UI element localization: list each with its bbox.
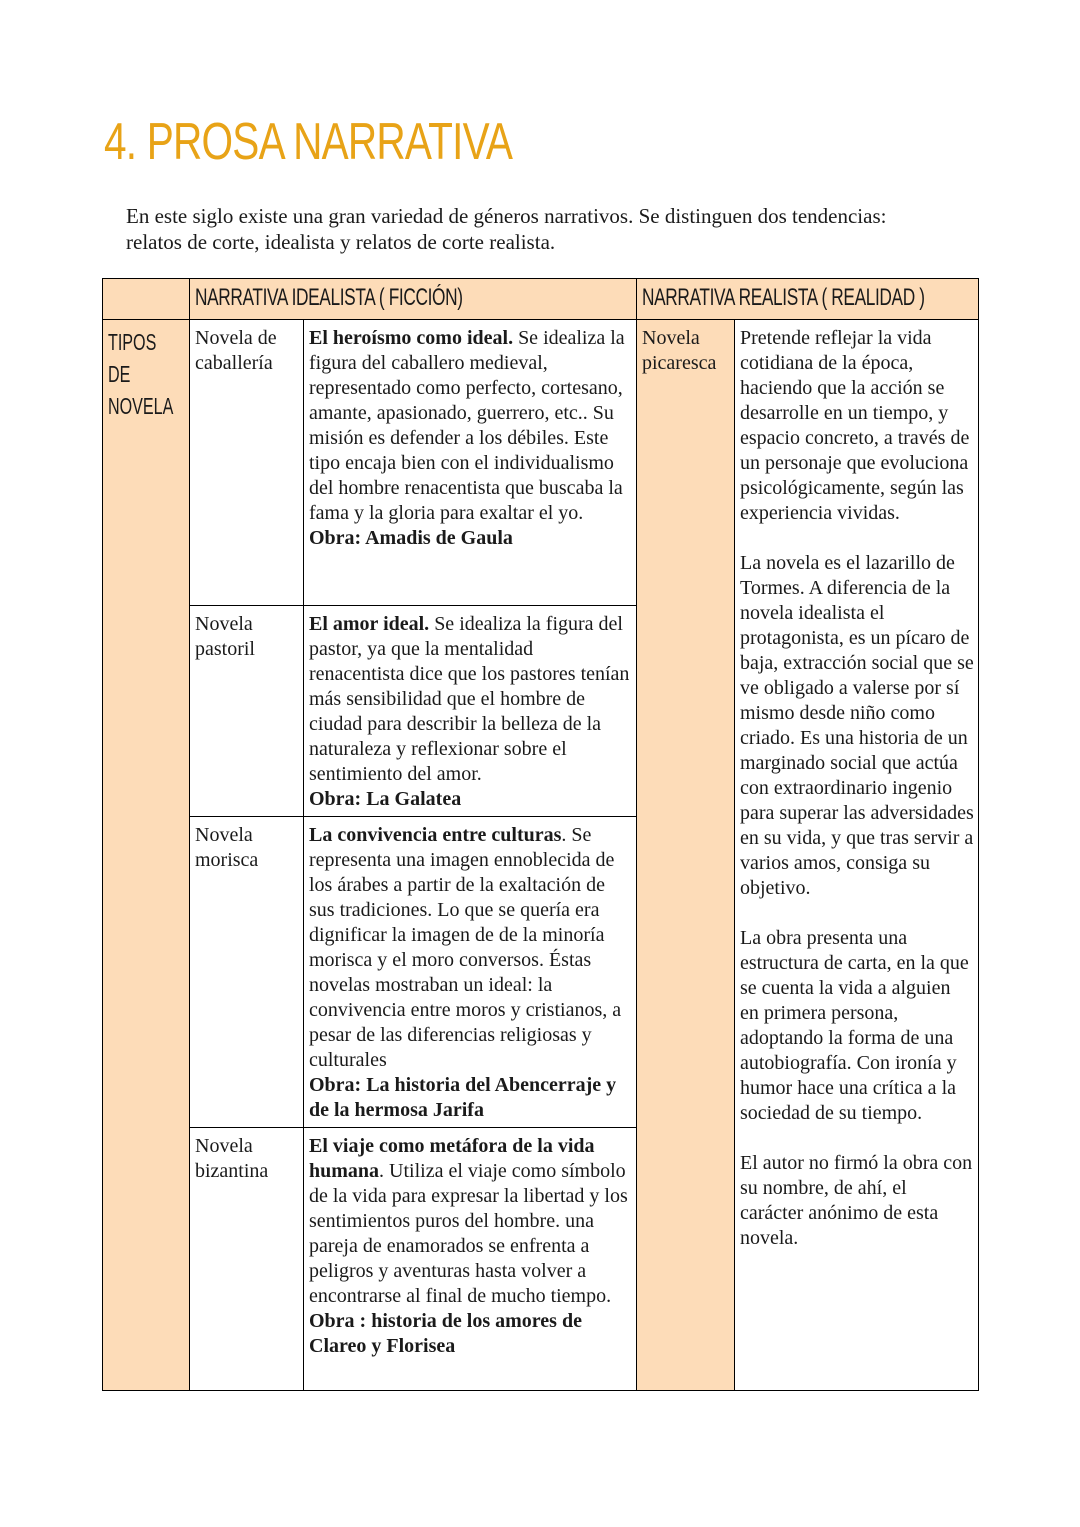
header-idealista: NARRATIVA IDEALISTA ( FICCIÓN): [195, 284, 463, 311]
desc-cell: [304, 817, 637, 1128]
desc-cell: [304, 606, 637, 817]
desc-heading: La convivencia entre culturas: [309, 824, 562, 846]
tipo-cell: [190, 817, 304, 1128]
desc-body: Se idealiza la figura del pastor, ya que la mentalidad renacentista dice que los pastores tenían más sensibilidad que el hombre de ciudad para describir la belleza de la naturaleza y reflexionar sobre el sentimiento del amor.: [309, 613, 630, 785]
desc-cell: [304, 320, 637, 606]
table-row: [103, 320, 979, 606]
realista-paragraph: La obra presenta una estructura de carta, en la que se cuenta la vida a alguien en primera persona, adoptando la forma de una autobiografía. Con ironía y humor hace una crítica a la sociedad de su tiempo.: [740, 927, 969, 1124]
header-empty-cell: [103, 279, 190, 320]
desc-heading: El amor ideal.: [309, 613, 430, 635]
realista-paragraph: Pretende reflejar la vida cotidiana de la época, haciendo que la acción se desarrolle en un tiempo, y espacio concreto, a través de un personaje que evoluciona psicológicamente, según las experiencia vividas.: [740, 327, 970, 524]
desc-obra: Obra: Amadis de Gaula: [309, 527, 513, 549]
realista-desc-cell: [735, 320, 979, 1391]
tipo-cell: [190, 606, 304, 817]
tipo-picaresca: Novela picaresca: [642, 327, 717, 374]
tipo-bizantina: Novela bizantina: [195, 1135, 269, 1182]
table-header-row: [103, 279, 979, 320]
header-realista-cell: [637, 279, 979, 320]
section-title: 4. PROSA NARRATIVA: [104, 113, 513, 171]
tipo-cell: [190, 320, 304, 606]
tipo-picaresca-cell: [637, 320, 735, 1391]
desc-body: . Se representa una imagen ennoblecida de los árabes a partir de la exaltación de sus tradiciones. Lo que se quería era dignificar la imagen de de la minoría morisca y el moro conversos. Éstas novelas mostraban un ideal: la convivencia entre moros y cristianos, a pesar de las diferencias religiosas y culturales: [309, 824, 622, 1071]
realista-paragraph: La novela es el lazarillo de Tormes. A diferencia de la novela idealista el protagonista, es un pícaro de baja, extracción social que se ve obligado a valerse por sí mismo desde niño como criado. Es una historia de un marginado social que actúa con extraordinario ingenio para superar las adversidades en su vida, y que tras servir a varios amos, consiga su objetivo.: [740, 552, 974, 899]
desc-heading: El viaje como metáfora de la vida humana: [309, 1135, 595, 1182]
desc-cell: [304, 1128, 637, 1391]
desc-obra: Obra: La Galatea: [309, 788, 462, 810]
narrative-table: [102, 278, 979, 1391]
tipo-morisca: Novela morisca: [195, 824, 259, 871]
desc-body: Se idealiza la figura del caballero medieval, representado como perfecto, cortesano, amante, apasionado, guerrero, etc.. Su misión es defender a los débiles. Este tipo encaja bien con el individualismo del hombre renacentista que buscaba la fama y la gloria para exaltar el yo.: [309, 327, 625, 524]
intro-paragraph: En este siglo existe una gran variedad de géneros narrativos. Se distinguen dos tendencias: relatos de corte, idealista y relatos de corte realista.: [126, 204, 887, 254]
header-idealista-cell: [190, 279, 637, 320]
desc-obra: Obra: La historia del Abencerraje y de la hermosa Jarifa: [309, 1074, 617, 1121]
row-label: TIPOS DE NOVELA: [108, 329, 174, 419]
tipo-caballeria: Novela de caballería: [195, 327, 277, 374]
desc-obra: Obra : historia de los amores de Clareo y Florisea: [309, 1310, 582, 1357]
row-label-cell: [103, 320, 190, 1391]
desc-body: . Utiliza el viaje como símbolo de la vida para expresar la libertad y los sentimientos puros del hombre. una pareja de enamorados se enfrenta a peligros y aventuras hasta volver a encontrarse al final de mucho tiempo.: [309, 1160, 628, 1307]
tipo-pastoril: Novela pastoril: [195, 613, 255, 660]
desc-heading: El heroísmo como ideal.: [309, 327, 514, 349]
header-realista: NARRATIVA REALISTA ( REALIDAD ): [642, 284, 925, 311]
tipo-cell: [190, 1128, 304, 1391]
realista-paragraph: El autor no firmó la obra con su nombre, de ahí, el carácter anónimo de esta novela.: [740, 1152, 973, 1249]
